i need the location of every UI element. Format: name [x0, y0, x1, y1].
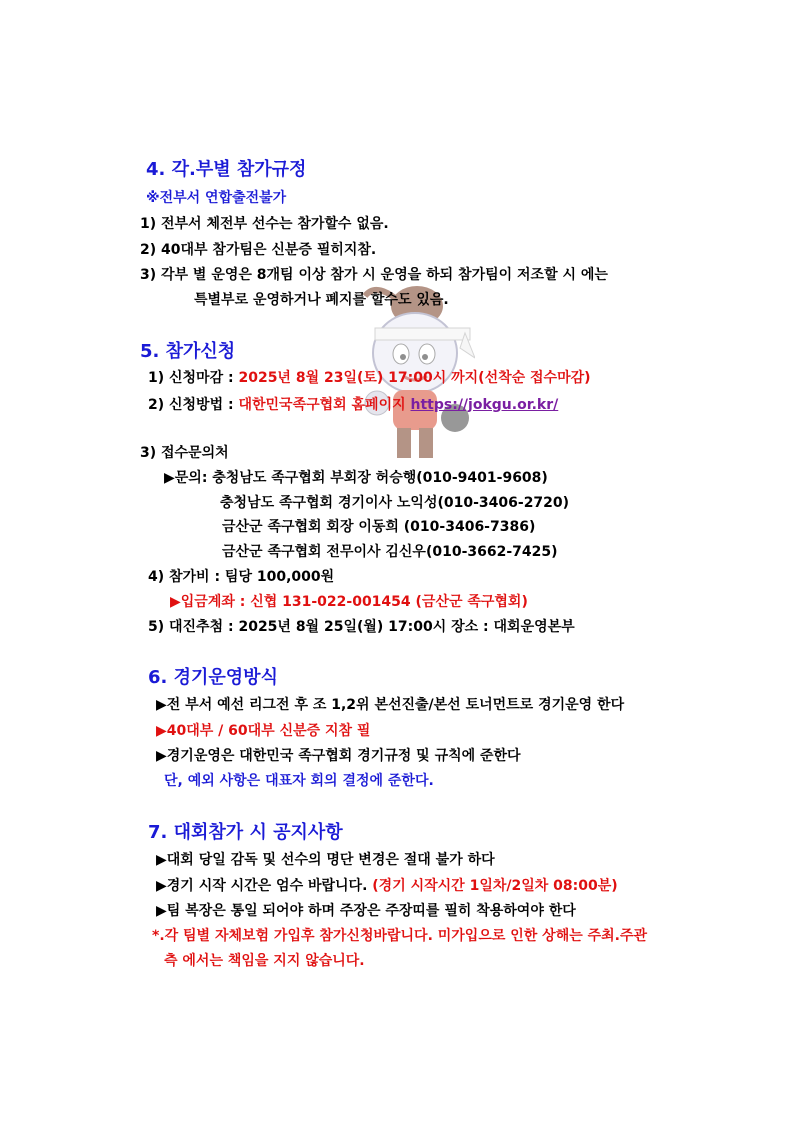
section7-line-5: 측 에서는 책임을 지지 않습니다. [164, 953, 365, 969]
section7-line-2 [156, 876, 618, 896]
homepage-link[interactable]: https://jokgu.or.kr/ [410, 397, 559, 413]
section6-line-1: ▶전 부서 예선 리그전 후 조 1,2위 본선진출/본선 토너먼트로 경기운영 한다 [156, 697, 625, 713]
section6-heading: 6. 경기운영방식 [148, 667, 278, 688]
section7-line-4: *.각 팀별 자체보험 가입후 참가신청바랍니다. 미가입으로 인한 상해는 주최.주관 [152, 928, 648, 944]
section4-heading: 4. 각.부별 참가규정 [146, 159, 307, 180]
section6-line-2: ▶40대부 / 60대부 신분증 지참 필 [156, 723, 371, 739]
section6-line-4: 단, 예외 사항은 대표자 회의 결정에 준한다. [164, 773, 434, 789]
section7-line-3: ▶팀 복장은 통일 되어야 하며 주장은 주장띠를 필히 착용하여야 한다 [156, 903, 576, 919]
deadline-value: 2025년 8월 23일(토) 17:00시 까지(선착순 접수마감) [238, 370, 591, 386]
section4-item-3-cont: 특별부로 운영하거나 폐지를 할수도 있음. [194, 292, 449, 308]
section4-note: ※전부서 연합출전불가 [146, 190, 287, 206]
section4-item-1: 1) 전부서 체전부 선수는 참가할수 없음. [140, 216, 389, 232]
contact-2: 충청남도 족구협회 경기이사 노익성(010-3406-2720) [220, 495, 570, 511]
method-label: 2) 신청방법 : [148, 397, 239, 413]
method-row [148, 395, 558, 415]
start-time-notice: ▶경기 시작 시간은 엄수 바랍니다. [156, 878, 373, 894]
deadline-label: 1) 신청마감 : [148, 370, 239, 386]
contact-heading: 3) 접수문의처 [140, 445, 229, 461]
section4-item-3: 3) 각부 별 운영은 8개팀 이상 참가 시 운영을 하되 참가팀이 저조할 시 에는 [140, 267, 608, 283]
contact-3: 금산군 족구협회 회장 이동희 (010-3406-7386) [222, 519, 536, 535]
contact-4: 금산군 족구협회 전무이사 김신우(010-3662-7425) [222, 544, 558, 560]
section5-heading: 5. 참가신청 [140, 341, 236, 362]
bank-account: ▶입금계좌 : 신협 131-022-001454 (금산군 족구협회) [170, 594, 528, 610]
entry-fee: 4) 참가비 : 팀당 100,000원 [148, 569, 335, 585]
start-time-value: (경기 시작시간 1일차/2일차 08:00분) [372, 878, 618, 894]
draw-info: 5) 대진추첨 : 2025년 8월 25일(월) 17:00시 장소 : 대회운영본부 [148, 619, 575, 635]
section7-heading: 7. 대회참가 시 공지사항 [148, 822, 343, 843]
deadline-row [148, 368, 591, 388]
contact-1: ▶문의: 충청남도 족구협회 부회장 허승행(010-9401-9608) [164, 470, 548, 486]
section7-line-1: ▶대회 당일 감독 및 선수의 명단 변경은 절대 불가 하다 [156, 852, 495, 868]
section4-item-2: 2) 40대부 참가팀은 신분증 필히지참. [140, 242, 377, 258]
section6-line-3: ▶경기운영은 대한민국 족구협회 경기규정 및 규칙에 준한다 [156, 748, 521, 764]
method-value: 대한민국족구협회 홈페이지 [238, 397, 411, 413]
